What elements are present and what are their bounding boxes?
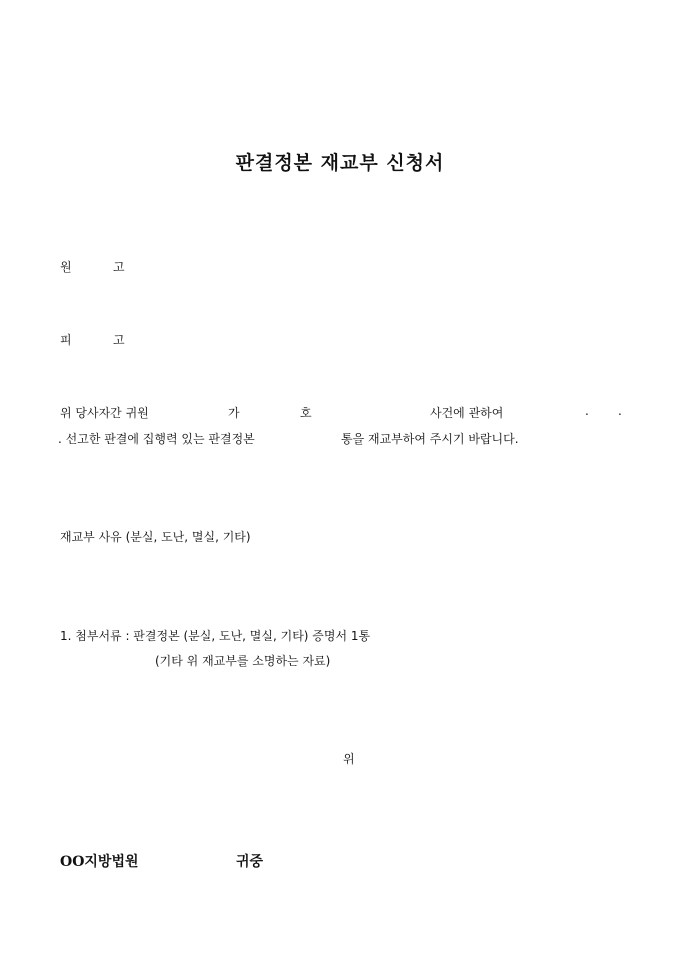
- request-text-7: . 선고한 판결에 집행력 있는 판결정본: [58, 432, 255, 446]
- attachment-line-2: (기타 위 재교부를 소명하는 자료): [155, 654, 331, 668]
- court-name: OO지방법원: [60, 854, 139, 870]
- signer-label: 위: [343, 752, 355, 766]
- court-suffix: 귀중: [236, 854, 264, 870]
- request-text-8: 통을 재교부하여 주시기 바랍니다.: [341, 432, 519, 446]
- request-text-3: 호: [300, 406, 312, 420]
- document-title: 판결정본 재교부 신청서: [235, 152, 445, 174]
- defendant-label-1: 피: [60, 333, 72, 347]
- defendant-label-2: 고: [113, 333, 125, 347]
- request-text-1: 위 당사자간 귀원: [60, 406, 149, 420]
- plaintiff-label-1: 원: [60, 260, 72, 274]
- request-text-4: 사건에 관하여: [430, 406, 504, 420]
- reissue-reason: 재교부 사유 (분실, 도난, 멸실, 기타): [60, 530, 251, 544]
- request-text-6: .: [618, 404, 622, 418]
- plaintiff-label-2: 고: [113, 260, 125, 274]
- request-text-5: .: [585, 404, 589, 418]
- attachment-line-1: 1. 첨부서류 : 판결정본 (분실, 도난, 멸실, 기타) 증명서 1통: [60, 629, 371, 643]
- request-text-2: 가: [228, 406, 240, 420]
